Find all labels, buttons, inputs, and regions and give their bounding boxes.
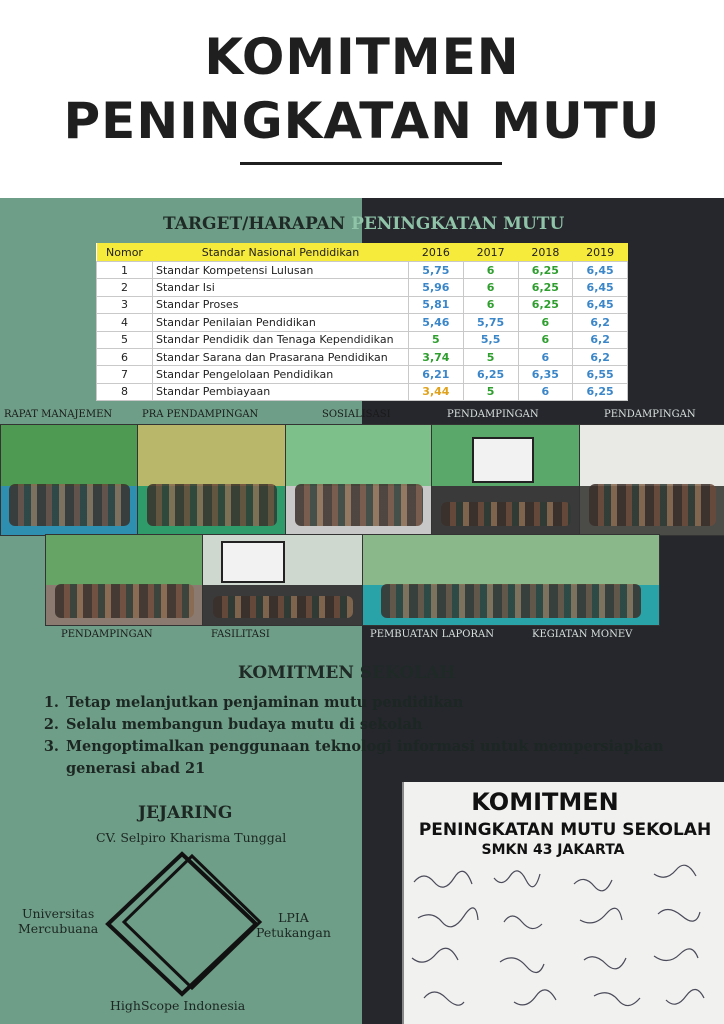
table-row	[97, 279, 628, 296]
target-heading-part1: TARGET/HARAPAN	[163, 214, 346, 234]
col-header-2017: 2017	[463, 243, 518, 262]
partner-left	[18, 906, 98, 936]
table-cell-standar: Standar Penilaian Pendidikan	[153, 314, 409, 331]
table-row	[97, 348, 628, 365]
komitmen-item-1: 1. Tetap melanjutkan penjaminan mutu pendidikan	[64, 692, 704, 714]
photo-pendampingan-1	[431, 424, 581, 536]
standards-table	[96, 243, 628, 401]
table-cell-2016: 5,46	[409, 314, 464, 331]
table-cell-2016: 5,81	[409, 296, 464, 313]
table-cell-2016: 3,44	[409, 383, 464, 400]
photo-pra-pendampingan	[137, 424, 287, 536]
table-cell-2016: 5,96	[409, 279, 464, 296]
page-title-line2: PENINGKATAN MUTU	[63, 92, 661, 150]
table-cell-2016: 5,75	[409, 262, 464, 279]
partner-left-line1: Universitas	[21, 906, 95, 921]
table-cell-nomor: 7	[97, 366, 153, 383]
photo-pembuatan-laporan	[362, 534, 660, 626]
table-cell-2017: 5,5	[463, 331, 518, 348]
table-cell-2019: 6,45	[573, 279, 628, 296]
col-header-2016: 2016	[409, 243, 464, 262]
table-cell-nomor: 5	[97, 331, 153, 348]
table-header-row	[97, 243, 628, 262]
table-cell-standar: Standar Proses	[153, 296, 409, 313]
partner-left-line2: Mercubuana	[18, 921, 99, 936]
table-cell-2016: 3,74	[409, 348, 464, 365]
table-cell-2017: 6,25	[463, 366, 518, 383]
network-diamond-icon	[104, 850, 264, 1000]
label-rapat-manajemen: RAPAT MANAJEMEN	[4, 409, 113, 420]
photo-pendampingan-2	[579, 424, 724, 536]
table-cell-2017: 6	[463, 296, 518, 313]
label-pendampingan-3: PENDAMPINGAN	[61, 629, 153, 640]
table-row	[97, 366, 628, 383]
board-line2: PENINGKATAN MUTU SEKOLAH	[418, 820, 712, 840]
table-cell-nomor: 4	[97, 314, 153, 331]
table-cell-2016: 5	[409, 331, 464, 348]
table-cell-standar: Standar Pengelolaan Pendidikan	[153, 366, 409, 383]
table-cell-nomor: 2	[97, 279, 153, 296]
label-pendampingan-2: PENDAMPINGAN	[604, 409, 696, 420]
table-cell-2019: 6,45	[573, 262, 628, 279]
table-cell-2017: 6	[463, 262, 518, 279]
table-cell-standar: Standar Isi	[153, 279, 409, 296]
table-cell-2018: 6,25	[518, 262, 573, 279]
komitmen-item-3: 3. Mengoptimalkan penggunaan teknologi informasi untuk mempersiapkan generasi abad 21	[64, 736, 704, 780]
table-cell-standar: Standar Pendidik dan Tenaga Kependidikan	[153, 331, 409, 348]
table-cell-2019: 6,25	[573, 383, 628, 400]
title-underline	[240, 162, 502, 165]
table-cell-2018: 6,25	[518, 296, 573, 313]
partner-right-line1: LPIA	[278, 910, 309, 925]
signatures-drawing	[404, 862, 724, 1024]
table-row	[97, 383, 628, 400]
jejaring-heading: JEJARING	[138, 803, 233, 823]
table-cell-nomor: 6	[97, 348, 153, 365]
table-cell-2018: 6,25	[518, 279, 573, 296]
label-fasilitasi: FASILITASI	[211, 629, 270, 640]
board-line3: SMKN 43 JAKARTA	[481, 842, 625, 858]
table-cell-2019: 6,2	[573, 348, 628, 365]
komitmen-item-2: 2. Selalu membangun budaya mutu di sekolah	[64, 714, 704, 736]
table-cell-2019: 6,55	[573, 366, 628, 383]
page-title-line1: KOMITMEN	[204, 28, 520, 86]
photo-sosialisasi	[285, 424, 433, 536]
table-cell-2019: 6,2	[573, 314, 628, 331]
board-line1: KOMITMEN	[471, 788, 619, 816]
table-cell-2017: 5,75	[463, 314, 518, 331]
photo-pendampingan-3	[45, 534, 204, 626]
komitmen-heading	[238, 663, 455, 683]
partner-top: CV. Selpiro Kharisma Tunggal	[96, 830, 287, 845]
label-pra-pendampingan: PRA PENDAMPINGAN	[142, 409, 259, 420]
partner-right	[256, 910, 331, 940]
label-kegiatan-monev: KEGIATAN MONEV	[532, 629, 633, 640]
signature-board-photo	[402, 782, 724, 1024]
table-cell-2018: 6	[518, 383, 573, 400]
table-row	[97, 262, 628, 279]
table-cell-2016: 6,21	[409, 366, 464, 383]
table-cell-2018: 6,35	[518, 366, 573, 383]
table-cell-2018: 6	[518, 314, 573, 331]
table-cell-2018: 6	[518, 331, 573, 348]
table-cell-standar: Standar Kompetensi Lulusan	[153, 262, 409, 279]
col-header-2018: 2018	[518, 243, 573, 262]
partner-bottom: HighScope Indonesia	[110, 998, 246, 1013]
partner-right-line2: Petukangan	[256, 925, 331, 940]
table-cell-nomor: 8	[97, 383, 153, 400]
label-pendampingan-1: PENDAMPINGAN	[447, 409, 539, 420]
col-header-2019: 2019	[573, 243, 628, 262]
table-cell-2017: 5	[463, 383, 518, 400]
label-pembuatan-laporan: PEMBUATAN LAPORAN	[370, 629, 494, 640]
photo-rapat-manajemen	[0, 424, 139, 536]
table-cell-2019: 6,2	[573, 331, 628, 348]
target-heading-part2: PENINGKATAN MUTU	[351, 214, 565, 234]
table-row	[97, 314, 628, 331]
komitmen-list	[46, 692, 704, 780]
col-header-nomor: Nomor	[97, 243, 153, 262]
table-cell-standar: Standar Sarana dan Prasarana Pendidikan	[153, 348, 409, 365]
table-cell-nomor: 3	[97, 296, 153, 313]
table-cell-standar: Standar Pembiayaan	[153, 383, 409, 400]
table-cell-2019: 6,45	[573, 296, 628, 313]
table-cell-2017: 6	[463, 279, 518, 296]
table-cell-2018: 6	[518, 348, 573, 365]
table-cell-nomor: 1	[97, 262, 153, 279]
target-heading	[163, 214, 564, 234]
table-row	[97, 296, 628, 313]
komitmen-heading-part1: KOMITMEN SEKOLAH	[238, 663, 456, 683]
photo-fasilitasi	[202, 534, 364, 626]
table-cell-2017: 5	[463, 348, 518, 365]
table-row	[97, 331, 628, 348]
col-header-standar: Standar Nasional Pendidikan	[153, 243, 409, 262]
label-sosialisasi: SOSIALISASI	[322, 409, 391, 420]
